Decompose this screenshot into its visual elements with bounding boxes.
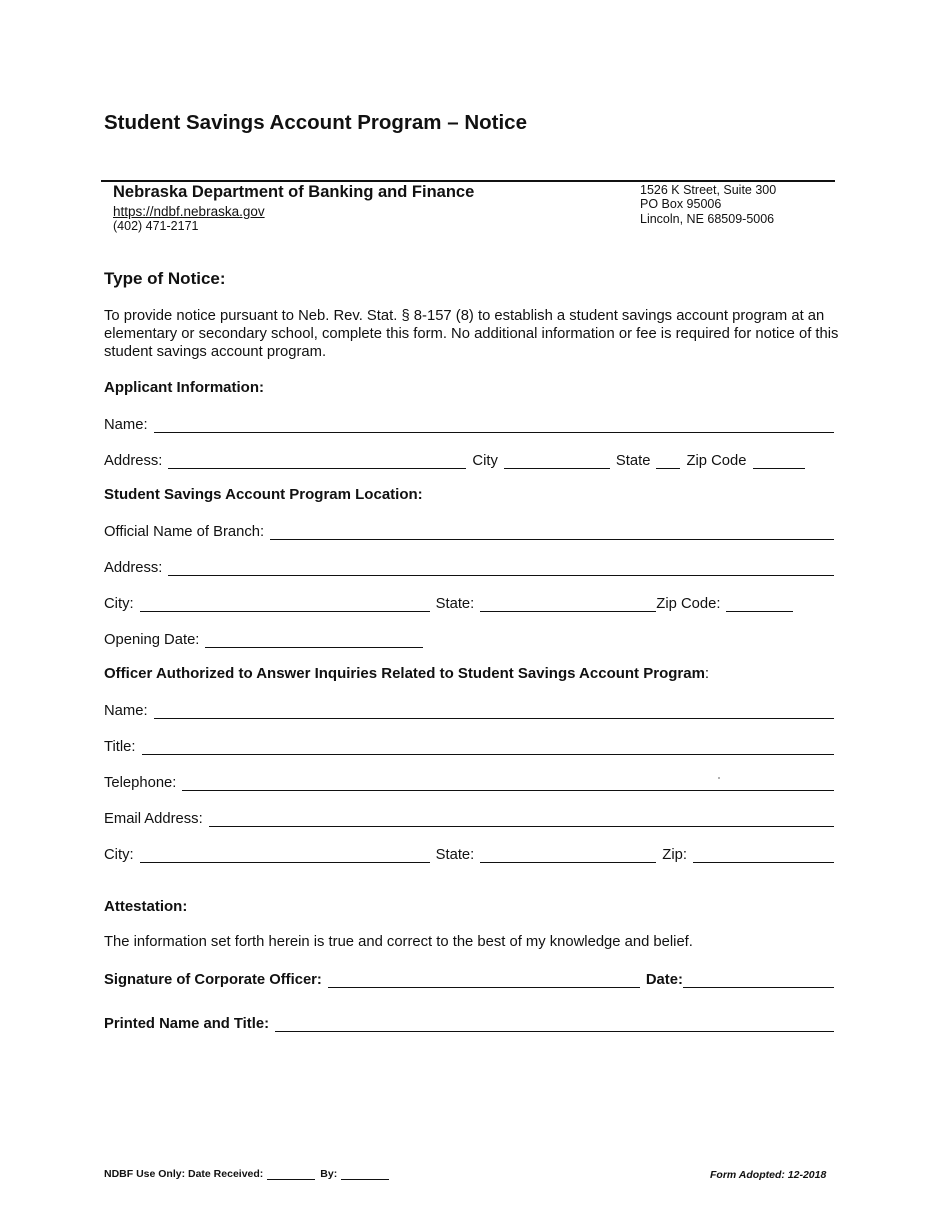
- officer-name-row: [104, 699, 834, 719]
- officer-title-field[interactable]: [142, 739, 834, 755]
- ndbf-use-only: [104, 1168, 389, 1180]
- officer-zip-field[interactable]: [693, 847, 834, 863]
- officer-state-field[interactable]: [480, 847, 656, 863]
- location-branch-label: Official Name of Branch:: [104, 524, 265, 540]
- officer-state-label: State:: [435, 847, 475, 863]
- applicant-address-row: [104, 449, 834, 469]
- location-branch-row: [104, 520, 834, 540]
- applicant-state-field[interactable]: [656, 453, 680, 469]
- location-heading: Student Savings Account Program Location:: [104, 486, 423, 503]
- applicant-city-label: City: [472, 453, 498, 469]
- officer-email-field[interactable]: [209, 811, 834, 827]
- printed-name-label: Printed Name and Title:: [104, 1016, 269, 1032]
- agency-address-line-1: 1526 K Street, Suite 300: [640, 183, 777, 197]
- ndbf-by-field[interactable]: [341, 1170, 389, 1180]
- applicant-state-label: State: [615, 453, 651, 469]
- officer-telephone-row: [104, 771, 834, 791]
- applicant-name-field[interactable]: [154, 417, 834, 433]
- ndbf-date-received-field[interactable]: [267, 1170, 315, 1180]
- officer-heading-text: Officer Authorized to Answer Inquiries Related to Student Savings Account Program: [104, 665, 705, 682]
- attestation-heading: Attestation:: [104, 898, 188, 915]
- signature-label: Signature of Corporate Officer:: [104, 972, 322, 988]
- applicant-address-field[interactable]: [168, 453, 466, 469]
- applicant-name-row: [104, 413, 834, 433]
- location-address-label: Address:: [104, 560, 163, 576]
- form-title: Student Savings Account Program – Notice: [104, 111, 527, 134]
- officer-heading-suffix: :: [704, 665, 710, 682]
- agency-phone: (402) 471-2171: [113, 219, 199, 233]
- signature-date-label: Date:: [645, 972, 683, 988]
- form-adopted-note: Form Adopted: 12-2018: [710, 1169, 827, 1181]
- location-zip-field[interactable]: [726, 596, 793, 612]
- applicant-city-field[interactable]: [504, 453, 610, 469]
- officer-telephone-field[interactable]: [182, 775, 834, 791]
- scan-speck: [718, 777, 720, 779]
- officer-city-label: City:: [104, 847, 134, 863]
- location-address-field[interactable]: [168, 560, 834, 576]
- signature-row: [104, 968, 834, 988]
- type-of-notice-body: To provide notice pursuant to Neb. Rev. Stat. § 8-157 (8) to establish a student savings account program at an elementary or secondary school, complete this form. No additional information or fee is required for notice of this student savings account program.: [104, 308, 839, 360]
- location-city-field[interactable]: [140, 596, 430, 612]
- location-city-row: [104, 592, 834, 612]
- applicant-zip-label: Zip Code: [686, 453, 747, 469]
- officer-city-field[interactable]: [140, 847, 430, 863]
- applicant-address-label: Address:: [104, 453, 163, 469]
- officer-email-label: Email Address:: [104, 811, 203, 827]
- agency-address-line-3: Lincoln, NE 68509-5006: [640, 212, 775, 226]
- officer-heading: [104, 665, 709, 682]
- location-state-field[interactable]: [480, 596, 656, 612]
- applicant-zip-field[interactable]: [753, 453, 805, 469]
- printed-name-field[interactable]: [275, 1016, 834, 1032]
- printed-name-row: [104, 1012, 834, 1032]
- officer-name-field[interactable]: [154, 703, 834, 719]
- location-branch-field[interactable]: [270, 524, 834, 540]
- officer-email-row: [104, 807, 834, 827]
- location-address-row: [104, 556, 834, 576]
- officer-city-row: [104, 843, 834, 863]
- officer-title-label: Title:: [104, 739, 136, 755]
- ndbf-date-received-label: NDBF Use Only: Date Received:: [104, 1168, 264, 1180]
- location-city-label: City:: [104, 596, 134, 612]
- location-state-label: State:: [435, 596, 475, 612]
- agency-name: Nebraska Department of Banking and Finance: [113, 183, 475, 201]
- ndbf-by-label: By:: [320, 1168, 338, 1180]
- applicant-name-label: Name:: [104, 417, 148, 433]
- officer-zip-label: Zip:: [662, 847, 687, 863]
- location-opening-date-label: Opening Date:: [104, 632, 200, 648]
- location-zip-label: Zip Code:: [656, 596, 721, 612]
- header-rule: [101, 180, 835, 182]
- agency-address-line-2: PO Box 95006: [640, 197, 722, 211]
- applicant-heading: Applicant Information:: [104, 379, 264, 396]
- attestation-statement: The information set forth herein is true and correct to the best of my knowledge and belief.: [104, 934, 693, 950]
- officer-name-label: Name:: [104, 703, 148, 719]
- officer-title-row: [104, 735, 834, 755]
- location-opening-date-row: [104, 628, 434, 648]
- type-of-notice-heading: Type of Notice:: [104, 269, 226, 288]
- location-opening-date-field[interactable]: [205, 632, 423, 648]
- signature-field[interactable]: [328, 972, 640, 988]
- officer-telephone-label: Telephone:: [104, 775, 177, 791]
- signature-date-field[interactable]: [683, 972, 834, 988]
- agency-url-link[interactable]: https://ndbf.nebraska.gov: [113, 204, 265, 219]
